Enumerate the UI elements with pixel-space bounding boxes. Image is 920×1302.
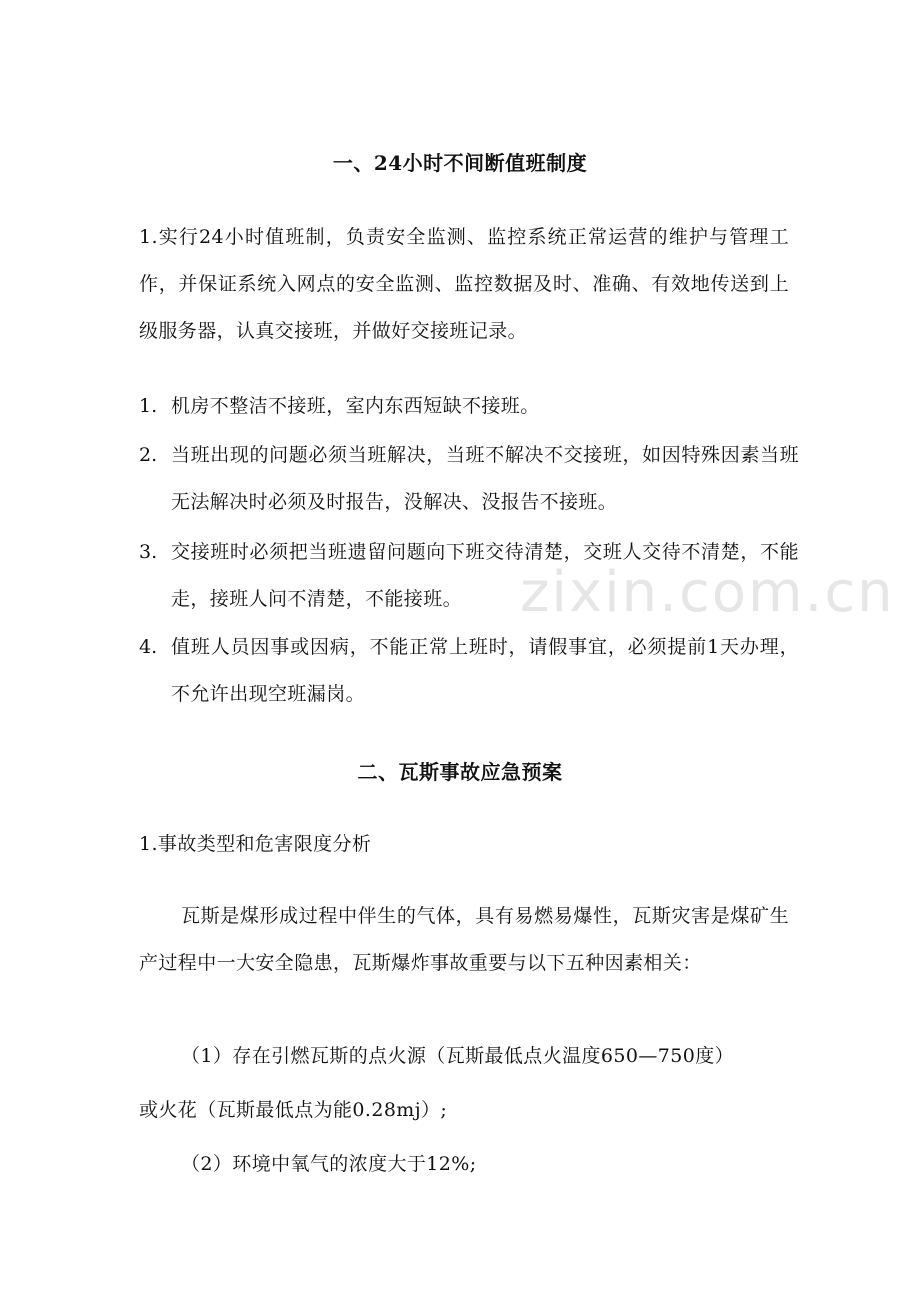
section-2-title: 二、瓦斯事故应急预案: [357, 760, 563, 784]
section-2-paragraph: 瓦斯是煤形成过程中伴生的气体，具有易燃易爆性，瓦斯灾害是煤矿生产过程中一大安全隐患，瓦斯爆炸事故重要与以下五种因素相关：: [139, 905, 789, 974]
list-item-number: 3.: [139, 541, 158, 563]
section-1-title: 一、24小时不间断值班制度: [332, 151, 588, 175]
list-item-text: 机房不整洁不接班，室内东西短缺不接班。: [171, 395, 540, 417]
list-item-text: 交接班时必须把当班遗留问题向下班交待清楚，交班人交待不清楚，不能走，接班人问不清楚，不能接班。: [171, 541, 799, 610]
condition-2: （2）环境中氧气的浓度大于12%;: [181, 1153, 477, 1175]
list-item-number: 2.: [139, 444, 158, 466]
list-item-text: 当班出现的问题必须当班解决，当班不解决不交接班，如因特殊因素当班无法解决时必须及时报告，没解决、没报告不接班。: [171, 444, 799, 513]
condition-1-line-2: 或火花（瓦斯最低点为能0.28mj）;: [139, 1099, 448, 1121]
section-2-subtitle: 1.事故类型和危害限度分析: [139, 833, 372, 855]
list-item-text: 值班人员因事或因病，不能正常上班时，请假事宜，必须提前1天办理，不允许出现空班漏岗。: [171, 636, 799, 705]
list-item-number: 1.: [139, 395, 158, 417]
condition-1-line-1: （1）存在引燃瓦斯的点火源（瓦斯最低点火温度650—750度）: [181, 1045, 735, 1067]
list-item-number: 4.: [139, 636, 158, 658]
watermark: zixin.com.cn: [520, 560, 895, 625]
section-1-intro: 1.实行24小时值班制，负责安全监测、监控系统正常运营的维护与管理工作，并保证系统入网点的安全监测、监控数据及时、准确、有效地传送到上级服务器，认真交接班，并做好交接班记录。: [139, 226, 789, 342]
